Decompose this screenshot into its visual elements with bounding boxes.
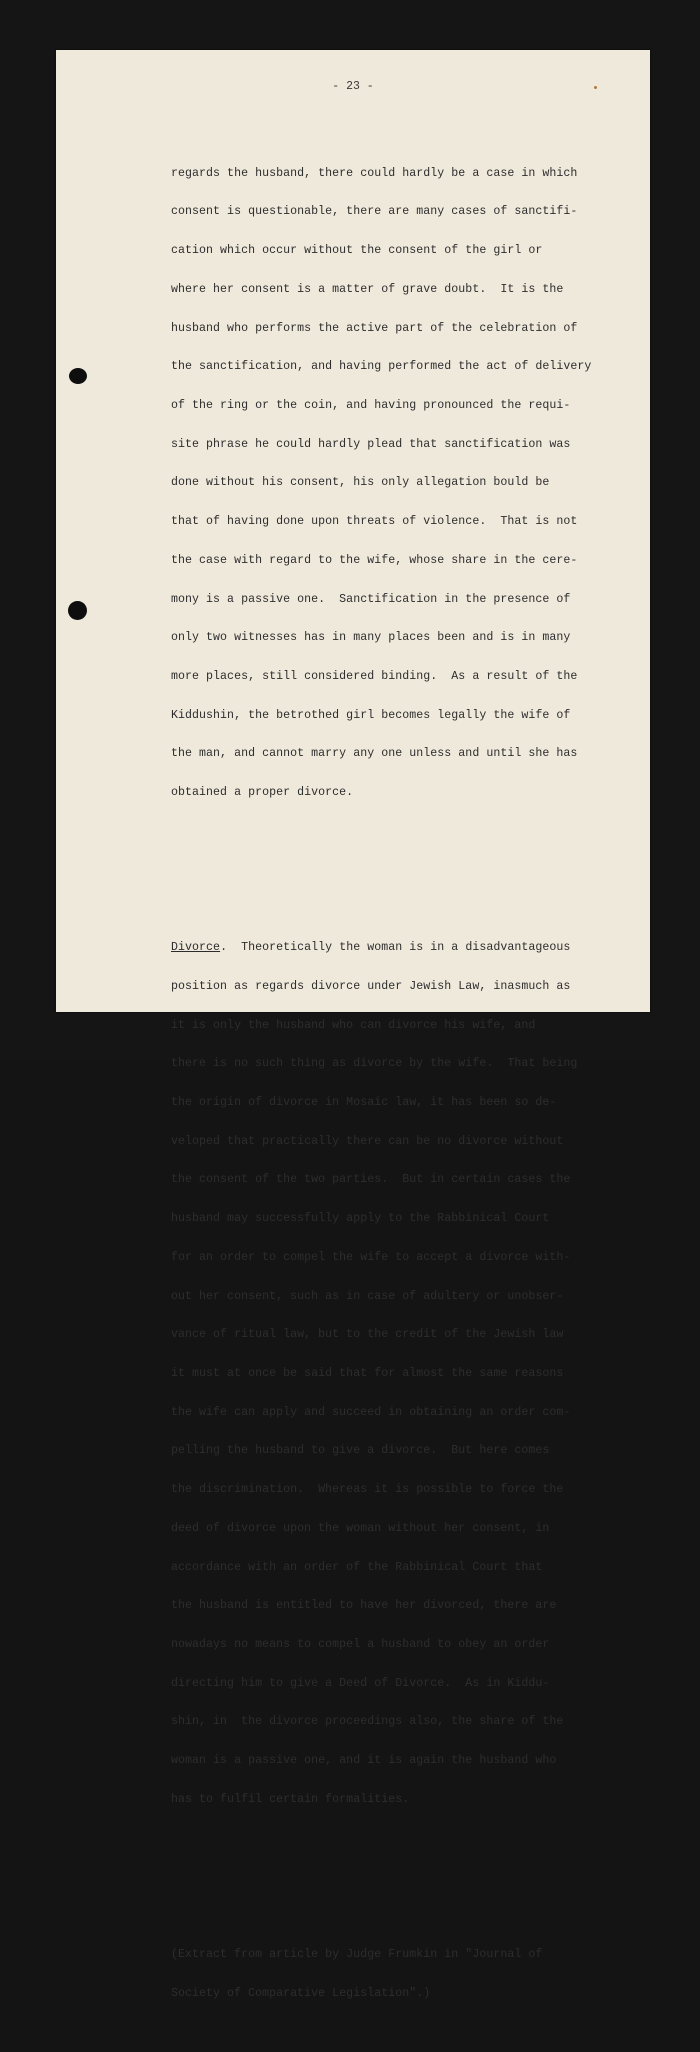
- text-line: only two witnesses has in many places been and is in many: [171, 631, 571, 645]
- punch-hole-top: [69, 368, 87, 384]
- text-line: the man, and cannot marry any one unless and until she has: [171, 747, 578, 761]
- text-line: regards the husband, there could hardly be a case in which: [171, 166, 578, 180]
- text-line: obtained a proper divorce.: [171, 786, 354, 800]
- text-line: for an order to compel the wife to accept a divorce with-: [171, 1250, 571, 1264]
- section-heading-divorce: Divorce: [171, 941, 221, 955]
- text-line: husband may successfully apply to the Rabbinical Court: [171, 1212, 550, 1226]
- text-line: woman is a passive one, and it is again the husband who: [171, 1754, 557, 1768]
- text-line: of the ring or the coin, and having pronounced the requi-: [171, 398, 571, 412]
- paragraph-gap: [171, 1871, 591, 1884]
- text-line: the discrimination. Whereas it is possible to force the: [171, 1483, 564, 1497]
- citation-line: Society of Comparative Legislation".): [171, 1986, 431, 2000]
- text-line: it is only the husband who can divorce his wife, and: [171, 1018, 536, 1032]
- paragraph-divorce: [171, 916, 591, 1832]
- text-line: where her consent is a matter of grave doubt. It is the: [171, 282, 564, 296]
- text-line: mony is a passive one. Sanctification in the presence of: [171, 592, 571, 606]
- page-number: - 23 -: [332, 80, 374, 93]
- text-line: done without his consent, his only allegation bould be: [171, 476, 550, 490]
- typed-text-body: [171, 116, 591, 2052]
- text-line: consent is questionable, there are many cases of sanctifi-: [171, 205, 578, 219]
- text-line: the husband is entitled to have her divorced, there are: [171, 1599, 557, 1613]
- text-line: the wife can apply and succeed in obtaining an order com-: [171, 1405, 571, 1419]
- paragraph-gap: [171, 865, 591, 878]
- text-line: husband who performs the active part of the celebration of: [171, 321, 578, 335]
- text-line: deed of divorce upon the woman without her consent, in: [171, 1521, 550, 1535]
- text-line: the case with regard to the wife, whose share in the cere-: [171, 553, 578, 567]
- text-line: position as regards divorce under Jewish Law, inasmuch as: [171, 979, 571, 993]
- text-line: nowadays no means to compel a husband to obey an order: [171, 1638, 550, 1652]
- text-line: shin, in the divorce proceedings also, the share of the: [171, 1715, 564, 1729]
- citation-block: [171, 1923, 591, 2026]
- text-line: accordance with an order of the Rabbinical Court that: [171, 1560, 543, 1574]
- text-line: that of having done upon threats of violence. That is not: [171, 515, 578, 529]
- text-span: . Theoretically the woman is in a disadvantageous: [220, 941, 571, 955]
- text-line: there is no such thing as divorce by the wife. That being: [171, 1057, 578, 1071]
- text-line: Kiddushin, the betrothed girl becomes legally the wife of: [171, 708, 571, 722]
- text-line: out her consent, such as in case of adultery or unobser-: [171, 1289, 564, 1303]
- text-line-with-heading: [171, 942, 591, 955]
- text-line: directing him to give a Deed of Divorce. As in Kiddu-: [171, 1676, 550, 1690]
- text-line: the origin of divorce in Mosaic law, it has been so de-: [171, 1095, 557, 1109]
- document-page: [56, 50, 650, 2000]
- text-line: it must at once be said that for almost the same reasons: [171, 1367, 564, 1380]
- text-line: has to fulfil certain formalities.: [171, 1792, 410, 1806]
- citation-line: (Extract from article by Judge Frumkin in "Journal of: [171, 1947, 543, 1961]
- text-line: pelling the husband to give a divorce. But here comes: [171, 1444, 550, 1458]
- punch-hole-bottom: [68, 601, 87, 620]
- text-line: the consent of the two parties. But in certain cases the: [171, 1173, 571, 1187]
- text-line: vance of ritual law, but to the credit of the Jewish law: [171, 1328, 564, 1342]
- text-line: more places, still considered binding. As a result of the: [171, 669, 578, 683]
- text-line: veloped that practically there can be no divorce without: [171, 1134, 564, 1148]
- text-line: the sanctification, and having performed the act of delivery: [171, 360, 592, 374]
- text-line: cation which occur without the consent of the girl or: [171, 244, 543, 258]
- text-line: site phrase he could hardly plead that sanctification was: [171, 437, 571, 451]
- paragraph-marriage-consent: [171, 142, 591, 826]
